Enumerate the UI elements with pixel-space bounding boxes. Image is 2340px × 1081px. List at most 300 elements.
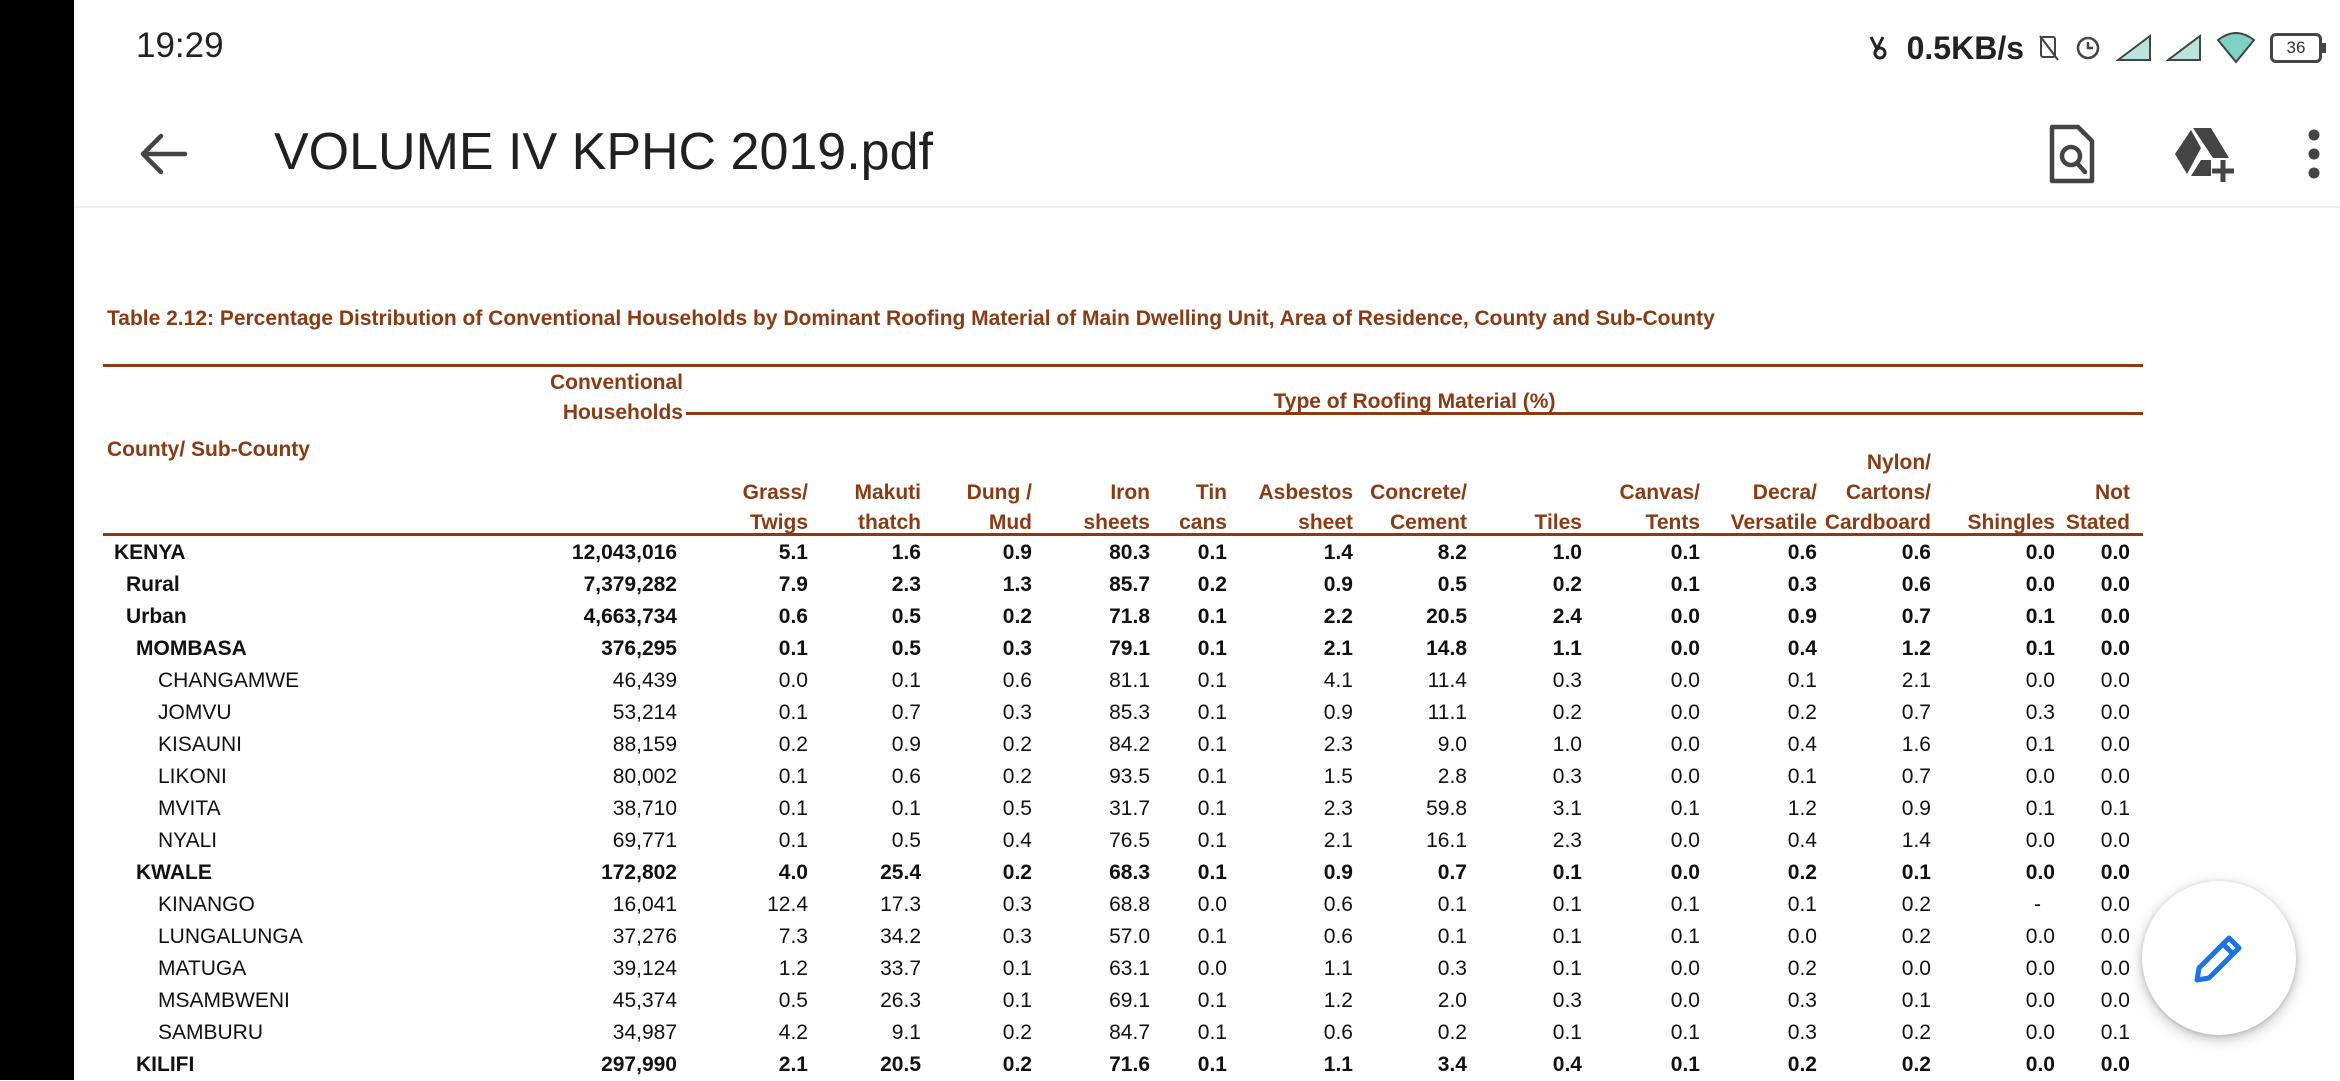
battery-icon: 36 — [2270, 33, 2322, 63]
column-header-10-line3: Versatile — [1730, 511, 1817, 534]
value-cell: 0.0 — [1670, 765, 1700, 788]
value-cell: 57.0 — [1109, 925, 1150, 948]
table-row — [108, 985, 2130, 1017]
value-cell: 2.3 — [1552, 829, 1582, 852]
value-cell: 0.1 — [1670, 797, 1700, 820]
value-cell: 7.3 — [778, 925, 808, 948]
value-cell: 0.5 — [1002, 797, 1032, 820]
value-cell: 0.5 — [891, 829, 921, 852]
signal-2-icon — [2166, 34, 2202, 62]
column-header-4-line3: sheets — [1083, 511, 1150, 534]
value-cell: 71.8 — [1109, 605, 1150, 628]
value-cell: 0.3 — [1787, 1021, 1817, 1044]
households-cell: 37,276 — [612, 925, 677, 948]
value-cell: 0.0 — [2100, 765, 2130, 788]
households-cell: 297,990 — [601, 1053, 677, 1076]
value-cell: 0.0 — [2025, 573, 2055, 596]
value-cell: 11.4 — [1427, 669, 1467, 692]
value-cell: 0.7 — [891, 701, 921, 724]
value-cell: 0.4 — [1002, 829, 1032, 852]
households-cell: 46,439 — [612, 669, 677, 692]
value-cell: 0.1 — [778, 829, 808, 852]
column-header-6-line2: Asbestos — [1258, 481, 1353, 504]
roofing-type-group-header: Type of Roofing Material (%) — [1273, 390, 1556, 413]
network-speed: 0.5KB/s — [1906, 29, 2024, 66]
value-cell: 0.1 — [1670, 573, 1700, 596]
value-cell: 0.0 — [1670, 701, 1700, 724]
row-name: MSAMBWENI — [158, 989, 290, 1012]
row-name: KISAUNI — [158, 733, 243, 756]
value-cell: 0.4 — [1787, 829, 1817, 852]
value-cell: 79.1 — [1109, 637, 1150, 660]
value-cell: 31.7 — [1109, 797, 1150, 820]
value-cell: 0.9 — [1323, 573, 1353, 596]
value-cell: 0.1 — [1437, 893, 1467, 916]
value-cell: 1.1 — [1323, 957, 1353, 980]
value-cell: 2.1 — [1901, 669, 1931, 692]
value-cell: 0.3 — [1002, 637, 1032, 660]
value-cell: 0.1 — [778, 765, 808, 788]
value-cell: 0.1 — [1002, 989, 1032, 1012]
value-cell: 1.1 — [1323, 1053, 1353, 1076]
value-cell: 1.0 — [1552, 733, 1582, 756]
arrow-left-icon — [139, 132, 189, 176]
document-title: VOLUME IV KPHC 2019.pdf — [274, 123, 933, 181]
county-subcounty-header: County/ Sub-County — [107, 438, 310, 461]
value-cell: 93.5 — [1109, 765, 1150, 788]
value-cell: 0.0 — [1787, 925, 1817, 948]
value-cell: 26.3 — [880, 989, 921, 1012]
value-cell: 0.3 — [1787, 573, 1817, 596]
value-cell: 16.1 — [1426, 829, 1467, 852]
value-cell: 0.2 — [1002, 605, 1032, 628]
value-cell: 0.1 — [1670, 925, 1700, 948]
value-cell: 0.1 — [1197, 541, 1227, 564]
value-cell: 0.6 — [1323, 893, 1353, 916]
value-cell: 0.1 — [1197, 925, 1227, 948]
value-cell: 34.2 — [880, 925, 921, 948]
value-cell: 0.0 — [2100, 829, 2130, 852]
column-header-11-line2: Cartons/ — [1845, 481, 1931, 504]
value-cell: 0.1 — [1552, 1021, 1582, 1044]
row-name: MVITA — [158, 797, 221, 820]
value-cell: 0.0 — [2025, 1053, 2055, 1076]
value-cell: 0.4 — [1552, 1053, 1582, 1076]
row-name: LIKONI — [158, 765, 227, 788]
value-cell: 84.7 — [1109, 1021, 1150, 1044]
value-cell: 0.0 — [2100, 861, 2130, 884]
row-name: SAMBURU — [158, 1021, 264, 1044]
vpn-key-icon — [1867, 33, 1893, 63]
value-cell: 2.0 — [1437, 989, 1467, 1012]
value-cell: 0.3 — [1437, 957, 1467, 980]
column-header-8-line3: Tiles — [1534, 511, 1582, 534]
value-cell: 0.1 — [1197, 1053, 1227, 1076]
value-cell: 0.0 — [2100, 541, 2130, 564]
value-cell: 0.1 — [1002, 957, 1032, 980]
value-cell: 0.1 — [891, 669, 921, 692]
value-cell: 0.1 — [1787, 765, 1817, 788]
table-row — [108, 601, 2130, 633]
value-cell: 0.0 — [2100, 893, 2130, 916]
value-cell: 0.0 — [1670, 605, 1700, 628]
table-row — [108, 825, 2130, 857]
value-cell: 0.1 — [1552, 957, 1582, 980]
value-cell: 4.2 — [778, 1021, 808, 1044]
value-cell: 0.3 — [2025, 701, 2055, 724]
value-cell: 9.1 — [891, 1021, 921, 1044]
value-cell: 85.3 — [1109, 701, 1150, 724]
value-cell: 14.8 — [1426, 637, 1467, 660]
column-header-13-line3: Stated — [2065, 511, 2130, 534]
value-cell: 0.1 — [1197, 829, 1227, 852]
value-cell: 0.6 — [891, 765, 921, 788]
left-black-bar — [0, 0, 74, 1080]
value-cell: 0.2 — [1002, 861, 1032, 884]
edit-fab-button[interactable] — [2142, 881, 2296, 1035]
value-cell: 0.9 — [1901, 797, 1931, 820]
column-header-4-line2: Iron — [1110, 481, 1150, 504]
value-cell: 12.4 — [767, 893, 808, 916]
roofing-table — [108, 537, 2130, 1081]
value-cell: 0.0 — [2025, 1021, 2055, 1044]
value-cell: 0.0 — [2100, 957, 2130, 980]
value-cell: 0.2 — [1437, 1021, 1467, 1044]
value-cell: 0.1 — [1787, 669, 1817, 692]
table-row — [108, 761, 2130, 793]
column-header-3-line3: Mud — [988, 511, 1032, 534]
households-cell: 16,041 — [612, 893, 677, 916]
households-cell: 53,214 — [612, 701, 677, 724]
value-cell: 0.1 — [2100, 797, 2130, 820]
value-cell: 0.1 — [891, 797, 921, 820]
value-cell: 0.1 — [1197, 669, 1227, 692]
value-cell: 3.4 — [1437, 1053, 1467, 1076]
households-header-line2: Households — [562, 401, 683, 424]
value-cell: 1.3 — [1002, 573, 1032, 596]
value-cell: 1.4 — [1323, 541, 1353, 564]
value-cell: 0.6 — [1787, 541, 1817, 564]
households-cell: 12,043,016 — [571, 541, 677, 564]
value-cell: 2.1 — [1323, 829, 1353, 852]
value-cell: 2.2 — [1323, 605, 1353, 628]
alarm-clock-icon — [2074, 34, 2102, 62]
value-cell: 0.7 — [1437, 861, 1467, 884]
table-row — [108, 729, 2130, 761]
value-cell: 1.6 — [1901, 733, 1931, 756]
value-cell: 0.3 — [1002, 925, 1032, 948]
value-cell: 0.2 — [1787, 1053, 1817, 1076]
row-name: KWALE — [136, 861, 212, 884]
value-cell: 0.0 — [2100, 669, 2130, 692]
value-cell: 1.5 — [1323, 765, 1353, 788]
row-name: KINANGO — [158, 893, 255, 916]
value-cell: 1.2 — [1323, 989, 1353, 1012]
households-cell: 69,771 — [612, 829, 677, 852]
value-cell: 0.7 — [1901, 765, 1931, 788]
value-cell: 0.1 — [1197, 701, 1227, 724]
value-cell: 0.5 — [891, 637, 921, 660]
households-cell: 34,987 — [612, 1021, 677, 1044]
value-cell: 0.2 — [1787, 957, 1817, 980]
row-name: KILIFI — [136, 1053, 195, 1076]
value-cell: 0.0 — [1670, 637, 1700, 660]
value-cell: 0.9 — [891, 733, 921, 756]
value-cell: 0.1 — [1552, 925, 1582, 948]
value-cell: 0.0 — [2100, 989, 2130, 1012]
value-cell: 0.0 — [1901, 957, 1931, 980]
table-row — [108, 633, 2130, 665]
value-cell: 0.5 — [1437, 573, 1467, 596]
status-time: 19:29 — [136, 26, 224, 65]
value-cell: 0.7 — [1901, 701, 1931, 724]
value-cell: 0.2 — [1787, 861, 1817, 884]
find-in-page-icon — [2046, 123, 2098, 185]
column-header-1-line3: Twigs — [750, 511, 808, 534]
value-cell: 0.0 — [2025, 989, 2055, 1012]
value-cell: 25.4 — [880, 861, 921, 884]
value-cell: 0.0 — [2025, 541, 2055, 564]
signal-1-icon — [2116, 34, 2152, 62]
column-header-10-line2: Decra/ — [1752, 481, 1817, 504]
column-header-5-line3: cans — [1179, 511, 1227, 534]
households-cell: 80,002 — [612, 765, 677, 788]
value-cell: 0.3 — [1002, 893, 1032, 916]
status-bar — [74, 0, 2340, 96]
value-cell: 2.3 — [1323, 797, 1353, 820]
value-cell: 80.3 — [1109, 541, 1150, 564]
value-cell: 0.2 — [1002, 1053, 1032, 1076]
value-cell: 0.0 — [2100, 605, 2130, 628]
value-cell: 7.9 — [778, 573, 808, 596]
value-cell: 2.8 — [1437, 765, 1467, 788]
value-cell: 0.1 — [778, 701, 808, 724]
column-header-9-line2: Canvas/ — [1619, 481, 1700, 504]
column-header-3-line2: Dung / — [966, 481, 1032, 504]
row-name: CHANGAMWE — [158, 669, 300, 692]
value-cell: 0.6 — [1002, 669, 1032, 692]
table-row — [108, 1049, 2130, 1081]
value-cell: 0.2 — [1002, 765, 1032, 788]
value-cell: 0.1 — [2025, 797, 2055, 820]
value-cell: 0.7 — [1901, 605, 1931, 628]
value-cell: 1.0 — [1552, 541, 1582, 564]
table-row — [108, 537, 2130, 569]
value-cell: 0.2 — [1197, 573, 1227, 596]
value-cell: 20.5 — [880, 1053, 921, 1076]
value-cell: 0.0 — [2100, 701, 2130, 724]
value-cell: 0.0 — [2025, 861, 2055, 884]
more-options-button[interactable] — [2272, 112, 2340, 196]
value-cell: 0.3 — [1787, 989, 1817, 1012]
table-row — [108, 1017, 2130, 1049]
column-header-11-line3: Cardboard — [1824, 511, 1931, 534]
value-cell: 0.2 — [1552, 573, 1582, 596]
value-cell: 0.0 — [2025, 765, 2055, 788]
row-name: NYALI — [158, 829, 218, 852]
value-cell: 0.0 — [2100, 925, 2130, 948]
value-cell: 68.3 — [1109, 861, 1150, 884]
value-cell: 0.0 — [1670, 733, 1700, 756]
table-row — [108, 857, 2130, 889]
households-cell: 39,124 — [612, 957, 677, 980]
value-cell: 0.6 — [1901, 541, 1931, 564]
row-name: Rural — [126, 573, 180, 596]
column-header-2-line3: thatch — [858, 511, 921, 534]
back-button[interactable] — [122, 112, 206, 196]
column-header-1-line2: Grass/ — [742, 481, 808, 504]
value-cell: 0.0 — [2100, 573, 2130, 596]
status-icons — [1867, 28, 2322, 68]
value-cell: 0.1 — [1197, 797, 1227, 820]
value-cell: 9.0 — [1437, 733, 1467, 756]
column-header-7-line2: Concrete/ — [1370, 481, 1467, 504]
value-cell: 0.0 — [1197, 957, 1227, 980]
value-cell: 0.1 — [778, 797, 808, 820]
app-bar — [74, 96, 2340, 208]
value-cell: 0.2 — [778, 733, 808, 756]
value-cell: 0.1 — [2100, 1021, 2130, 1044]
value-cell: 0.2 — [1552, 701, 1582, 724]
value-cell: 0.0 — [1670, 829, 1700, 852]
value-cell: 17.3 — [880, 893, 921, 916]
value-cell: 0.6 — [778, 605, 808, 628]
add-to-drive-button[interactable] — [2162, 112, 2246, 196]
table-row — [108, 921, 2130, 953]
value-cell: 84.2 — [1109, 733, 1150, 756]
find-in-page-button[interactable] — [2030, 112, 2114, 196]
value-cell: 0.6 — [1323, 1021, 1353, 1044]
value-cell: 0.0 — [778, 669, 808, 692]
value-cell: 71.6 — [1109, 1053, 1150, 1076]
households-cell: 45,374 — [612, 989, 677, 1012]
row-name: KENYA — [114, 541, 186, 564]
value-cell: 4.0 — [778, 861, 808, 884]
column-header-2-line2: Makuti — [854, 481, 921, 504]
value-cell: 33.7 — [880, 957, 921, 980]
value-cell: 0.1 — [1197, 765, 1227, 788]
value-cell: 0.2 — [1901, 1053, 1931, 1076]
value-cell: 2.1 — [1323, 637, 1353, 660]
value-cell: 0.1 — [1787, 893, 1817, 916]
value-cell: 2.3 — [891, 573, 921, 596]
value-cell: 0.1 — [1197, 861, 1227, 884]
value-cell: 0.2 — [1787, 701, 1817, 724]
value-cell: 1.2 — [1787, 797, 1817, 820]
value-cell: 0.2 — [1002, 1021, 1032, 1044]
table-caption: Table 2.12: Percentage Distribution of Conventional Households by Dominant Roofing Material of Main Dwelling Unit, Area of Residence, County and Sub-County — [107, 307, 1715, 330]
row-name: JOMVU — [158, 701, 232, 724]
value-cell: 0.4 — [1787, 733, 1817, 756]
value-cell: 0.1 — [1670, 1021, 1700, 1044]
value-cell: 0.1 — [2025, 637, 2055, 660]
value-cell: 0.2 — [1901, 1021, 1931, 1044]
value-cell: 85.7 — [1109, 573, 1150, 596]
value-cell: 0.3 — [1552, 989, 1582, 1012]
value-cell: 0.1 — [778, 637, 808, 660]
value-cell: 8.2 — [1437, 541, 1467, 564]
table-row — [108, 665, 2130, 697]
value-cell: 1.2 — [1901, 637, 1931, 660]
value-cell: 0.0 — [1670, 989, 1700, 1012]
value-cell: 1.6 — [891, 541, 921, 564]
value-cell: 59.8 — [1426, 797, 1467, 820]
value-cell: 1.4 — [1901, 829, 1931, 852]
column-header-9-line3: Tents — [1645, 511, 1700, 534]
value-cell: 0.0 — [1670, 957, 1700, 980]
value-cell: 0.0 — [2025, 669, 2055, 692]
value-cell: 76.5 — [1109, 829, 1150, 852]
households-cell: 172,802 — [601, 861, 677, 884]
value-cell: 4.1 — [1323, 669, 1353, 692]
table-row — [108, 793, 2130, 825]
value-cell: 0.9 — [1787, 605, 1817, 628]
value-cell: 20.5 — [1426, 605, 1467, 628]
column-header-6-line3: sheet — [1298, 511, 1353, 534]
value-cell: 0.3 — [1552, 765, 1582, 788]
households-cell: 7,379,282 — [583, 573, 677, 596]
value-cell: 0.6 — [1323, 925, 1353, 948]
value-cell: 0.0 — [2100, 733, 2130, 756]
value-cell: 0.0 — [2025, 829, 2055, 852]
value-cell: 0.1 — [1197, 637, 1227, 660]
value-cell: 0.1 — [2025, 733, 2055, 756]
value-cell: 0.1 — [1552, 893, 1582, 916]
value-cell: 0.2 — [1901, 925, 1931, 948]
value-cell: 63.1 — [1109, 957, 1150, 980]
value-cell: 0.1 — [2025, 605, 2055, 628]
table-row — [108, 569, 2130, 601]
table-row — [108, 889, 2130, 921]
column-header-7-line3: Cement — [1389, 511, 1467, 534]
value-cell: 0.0 — [1670, 861, 1700, 884]
value-cell: 0.1 — [1670, 541, 1700, 564]
column-header-12-line3: Shingles — [1967, 511, 2055, 534]
value-cell: - — [2034, 893, 2041, 916]
wifi-icon — [2216, 32, 2256, 64]
value-cell: 0.0 — [1670, 669, 1700, 692]
value-cell: 0.1 — [1901, 989, 1931, 1012]
value-cell: 3.1 — [1552, 797, 1582, 820]
households-cell: 38,710 — [612, 797, 677, 820]
table-top-rule — [103, 364, 2143, 367]
value-cell: 0.0 — [2025, 957, 2055, 980]
value-cell: 0.5 — [891, 605, 921, 628]
value-cell: 0.9 — [1323, 861, 1353, 884]
value-cell: 0.6 — [1901, 573, 1931, 596]
value-cell: 5.1 — [778, 541, 808, 564]
value-cell: 0.0 — [2025, 925, 2055, 948]
value-cell: 0.1 — [1197, 1021, 1227, 1044]
value-cell: 0.9 — [1323, 701, 1353, 724]
value-cell: 0.1 — [1437, 925, 1467, 948]
row-name: MATUGA — [158, 957, 247, 980]
households-cell: 4,663,734 — [583, 605, 677, 628]
no-sim-icon — [2038, 34, 2060, 62]
value-cell: 0.1 — [1670, 893, 1700, 916]
value-cell: 0.1 — [1197, 989, 1227, 1012]
value-cell: 0.0 — [2100, 1053, 2130, 1076]
value-cell: 2.4 — [1552, 605, 1582, 628]
value-cell: 0.5 — [778, 989, 808, 1012]
table-row — [108, 697, 2130, 729]
value-cell: 11.1 — [1427, 701, 1467, 724]
row-name: LUNGALUNGA — [158, 925, 303, 948]
value-cell: 0.2 — [1901, 893, 1931, 916]
value-cell: 0.0 — [1197, 893, 1227, 916]
value-cell: 2.1 — [778, 1053, 808, 1076]
row-name: Urban — [126, 605, 187, 628]
